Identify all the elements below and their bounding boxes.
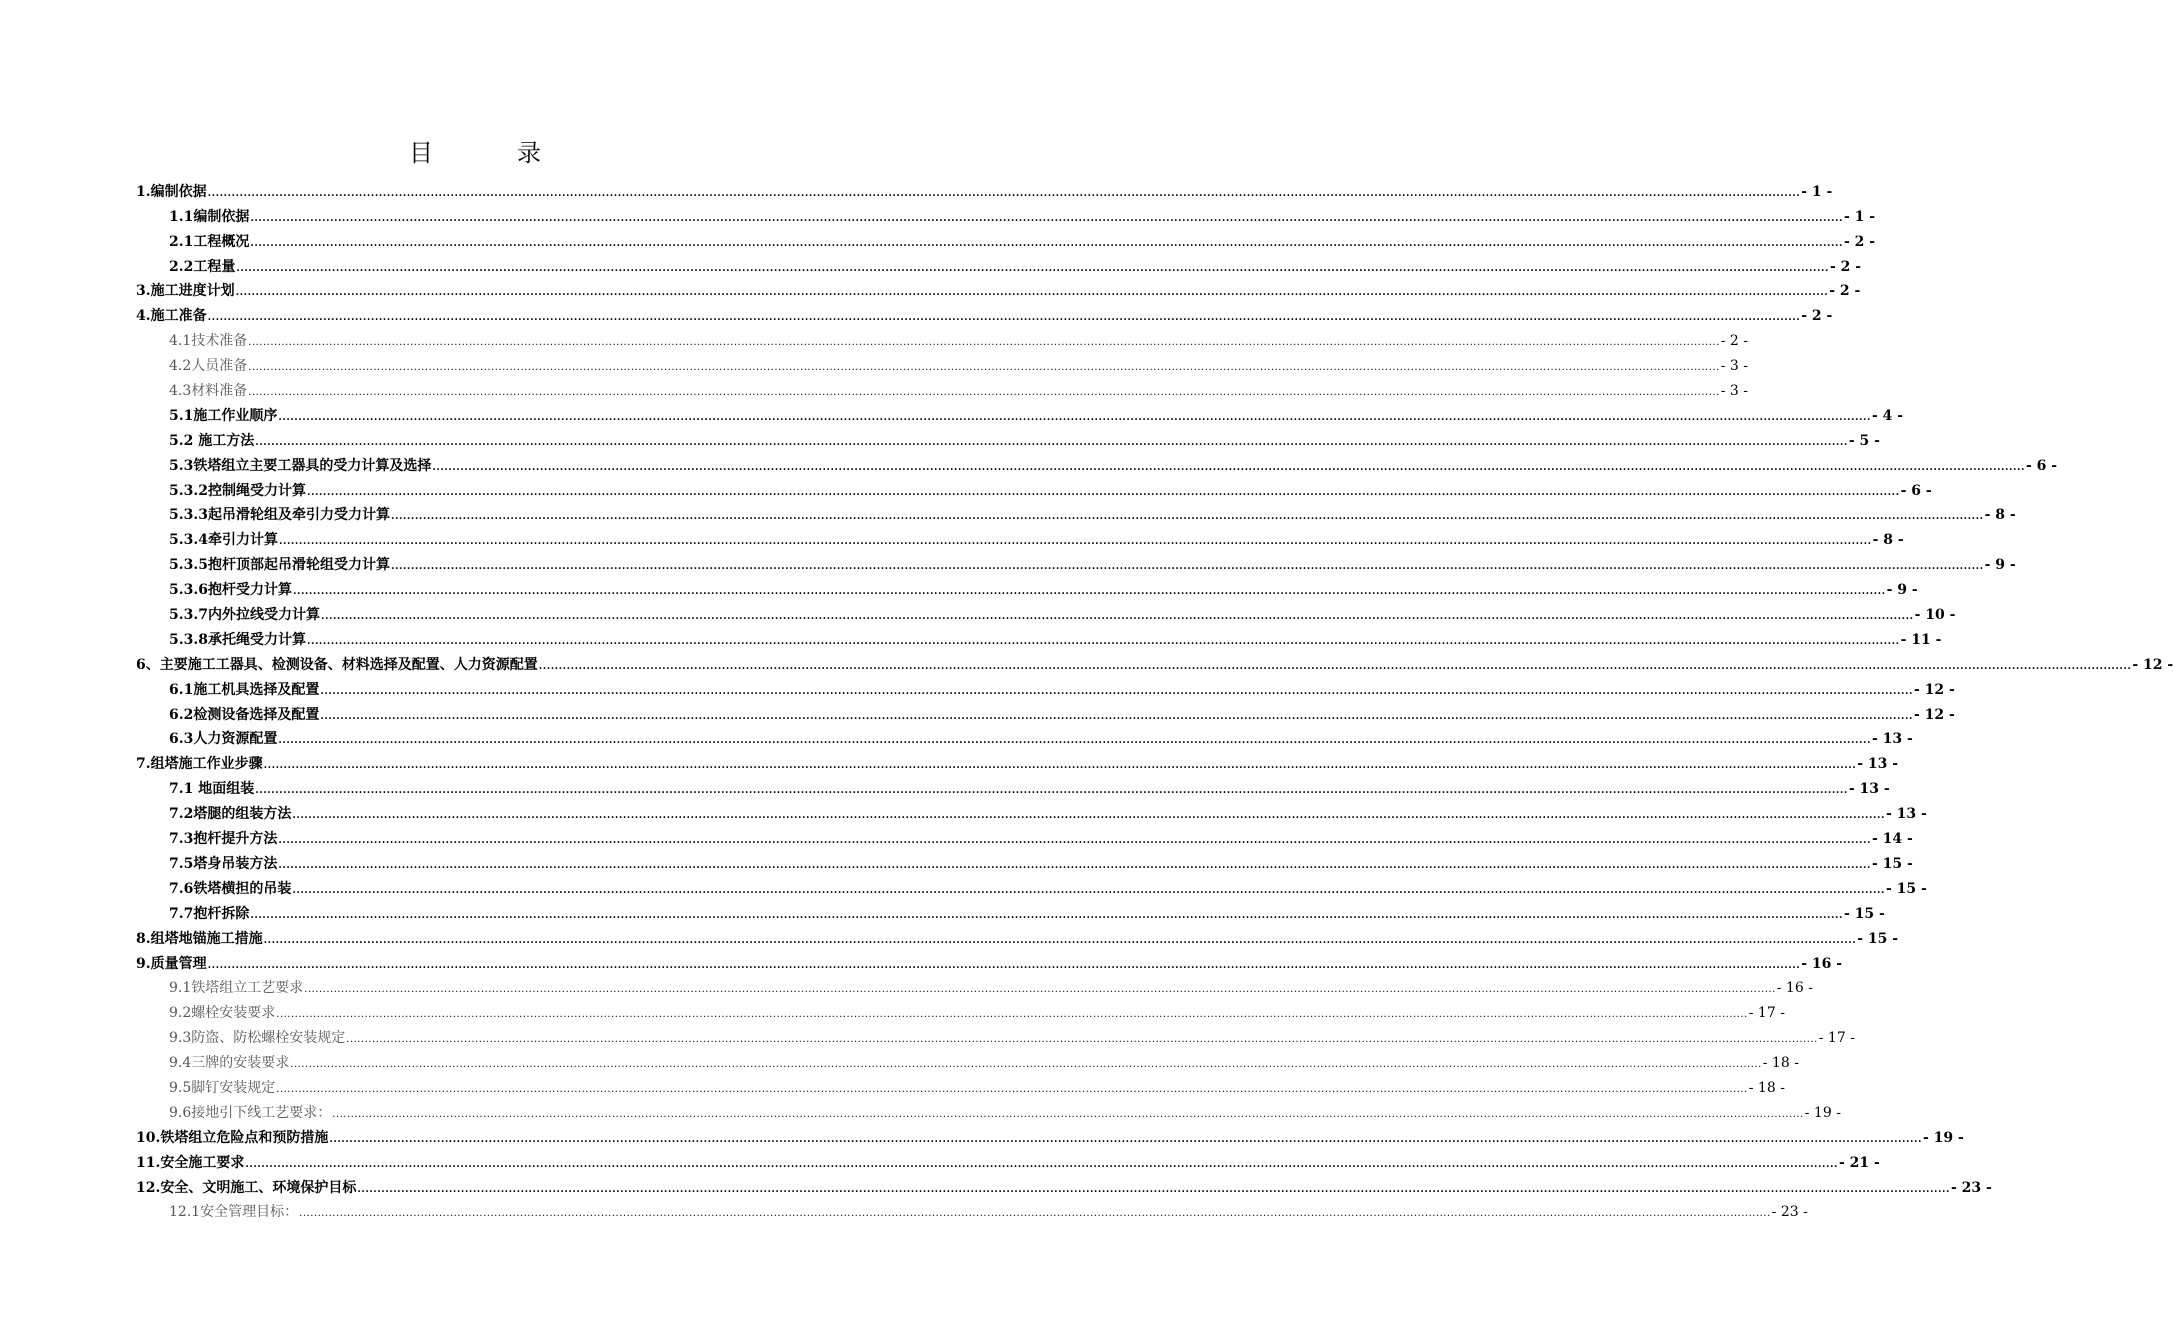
toc-dot-leader: ................................................................................................................................................................................................................................................................................................................................................................................................................ <box>306 486 1900 498</box>
toc-entry[interactable] <box>136 973 1813 998</box>
toc-entry[interactable] <box>136 798 1927 823</box>
toc-entry-label: 7.1 地面组装 <box>169 781 255 798</box>
toc-dot-leader: ................................................................................................................................................................................................................................................................................................................................................................................................................ <box>278 536 1872 548</box>
toc-dot-leader: ................................................................................................................................................................................................................................................................................................................................................................................................................ <box>236 262 1829 274</box>
toc-entry[interactable] <box>136 898 1885 923</box>
toc-entry-page-number: - 1 - <box>1801 183 1833 200</box>
toc-dot-leader: ................................................................................................................................................................................................................................................................................................................................................................................................................ <box>250 909 1843 921</box>
toc-entry-page-number: - 12 - <box>1913 706 1955 723</box>
toc-entry-page-number: - 4 - <box>1871 407 1904 424</box>
toc-entry-label: 7.3抱杆提升方法 <box>169 831 278 848</box>
toc-entry[interactable] <box>136 350 1749 375</box>
toc-entry-label: 6.2检测设备选择及配置 <box>169 706 320 723</box>
toc-entry[interactable] <box>136 475 1932 500</box>
toc-entry-label: 5.3.5抱杆顶部起吊滑轮组受力计算 <box>169 557 390 574</box>
toc-entry-label: 4.3材料准备 <box>169 383 248 400</box>
toc-entry-page-number: - 14 - <box>1871 831 1913 848</box>
toc-entry-page-number: - 13 - <box>1871 731 1913 748</box>
toc-entry-page-number: - 17 - <box>1748 1005 1785 1022</box>
toc-entry-page-number: - 15 - <box>1843 905 1885 922</box>
toc-entry-label: 5.3.2控制绳受力计算 <box>169 482 306 499</box>
toc-entry[interactable] <box>136 1122 1964 1147</box>
toc-entry-label: 7.6铁塔横担的吊装 <box>169 880 292 897</box>
toc-dot-leader: ................................................................................................................................................................................................................................................................................................................................................................................................................ <box>245 1158 1838 1170</box>
toc-entry-label: 9.3防盗、防松螺栓安装规定 <box>169 1030 346 1047</box>
toc-dot-leader: ................................................................................................................................................................................................................................................................................................................................................................................................................ <box>276 1083 1748 1095</box>
toc-entry-label: 4.施工准备 <box>136 308 207 325</box>
toc-dot-leader: ................................................................................................................................................................................................................................................................................................................................................................................................................ <box>278 835 1871 847</box>
toc-entry-page-number: - 12 - <box>1913 681 1955 698</box>
toc-entry-label: 12.安全、文明施工、环境保护目标 <box>136 1179 357 1196</box>
toc-entry[interactable] <box>136 400 1904 425</box>
toc-entry[interactable] <box>136 276 1861 301</box>
toc-dot-leader: ................................................................................................................................................................................................................................................................................................................................................................................................................ <box>250 212 1843 224</box>
toc-entry-label: 1.编制依据 <box>136 183 207 200</box>
toc-entry-page-number: - 15 - <box>1871 855 1913 872</box>
toc-entry[interactable] <box>136 674 1955 699</box>
toc-entry-page-number: - 2 - <box>1801 308 1833 325</box>
toc-entry-page-number: - 19 - <box>1804 1104 1841 1121</box>
toc-entry-page-number: - 16 - <box>1776 980 1813 997</box>
toc-entry[interactable] <box>136 1047 1799 1072</box>
toc-entry[interactable] <box>136 325 1749 350</box>
toc-entry-label: 9.4三牌的安装要求 <box>169 1055 290 1072</box>
toc-dot-leader: ................................................................................................................................................................................................................................................................................................................................................................................................................ <box>207 959 1801 971</box>
toc-entry[interactable] <box>136 574 1918 599</box>
toc-dot-leader: ................................................................................................................................................................................................................................................................................................................................................................................................................ <box>346 1034 1818 1046</box>
toc-dot-leader: ................................................................................................................................................................................................................................................................................................................................................................................................................ <box>332 1108 1804 1120</box>
toc-entry-label: 5.3.6抱杆受力计算 <box>169 582 292 599</box>
toc-dot-leader: ................................................................................................................................................................................................................................................................................................................................................................................................................ <box>299 1208 1771 1220</box>
toc-entry-page-number: - 2 - <box>1720 333 1749 350</box>
toc-entry-page-number: - 11 - <box>1900 631 1942 648</box>
toc-entry-page-number: - 23 - <box>1950 1179 1992 1196</box>
toc-entry[interactable] <box>136 201 1876 226</box>
toc-dot-leader: ................................................................................................................................................................................................................................................................................................................................................................................................................ <box>357 1183 1950 1195</box>
toc-entry[interactable] <box>136 823 1913 848</box>
toc-entry-label: 7.5塔身吊装方法 <box>169 855 278 872</box>
toc-entry-label: 9.1铁塔组立工艺要求 <box>169 980 304 997</box>
toc-entry-label: 9.5脚钉安装规定 <box>169 1079 276 1096</box>
toc-entry[interactable] <box>136 375 1749 400</box>
toc-entry-page-number: - 6 - <box>1900 482 1932 499</box>
toc-entry[interactable] <box>136 500 2016 525</box>
toc-entry[interactable] <box>136 724 1913 749</box>
table-of-contents <box>136 176 2173 1221</box>
toc-dot-leader: ................................................................................................................................................................................................................................................................................................................................................................................................................ <box>248 337 1720 349</box>
toc-dot-leader: ................................................................................................................................................................................................................................................................................................................................................................................................................ <box>306 635 1900 647</box>
toc-entry-page-number: - 2 - <box>1843 233 1876 250</box>
toc-dot-leader: ................................................................................................................................................................................................................................................................................................................................................................................................................ <box>235 287 1829 299</box>
toc-entry-label: 5.3.3起吊滑轮组及牵引力受力计算 <box>169 507 390 524</box>
toc-dot-leader: ................................................................................................................................................................................................................................................................................................................................................................................................................ <box>320 611 1914 623</box>
toc-entry-label: 7.7抱杆拆除 <box>169 905 250 922</box>
toc-dot-leader: ................................................................................................................................................................................................................................................................................................................................................................................................................ <box>304 984 1776 996</box>
toc-entry[interactable] <box>136 948 1843 973</box>
toc-entry-page-number: - 16 - <box>1801 955 1843 972</box>
toc-entry[interactable] <box>136 1097 1841 1122</box>
toc-dot-leader: ................................................................................................................................................................................................................................................................................................................................................................................................................ <box>320 685 1913 697</box>
toc-dot-leader: ................................................................................................................................................................................................................................................................................................................................................................................................................ <box>292 884 1885 896</box>
toc-entry-page-number: - 3 - <box>1720 383 1749 400</box>
toc-dot-leader: ................................................................................................................................................................................................................................................................................................................................................................................................................ <box>278 411 1871 423</box>
toc-entry-label: 7.2塔腿的组装方法 <box>169 806 292 823</box>
toc-entry-label: 6.1施工机具选择及配置 <box>169 681 320 698</box>
toc-entry-page-number: - 19 - <box>1922 1129 1964 1146</box>
toc-entry-label: 5.3铁塔组立主要工器具的受力计算及选择 <box>169 457 432 474</box>
toc-entry[interactable] <box>136 848 1913 873</box>
toc-entry-label: 1.1编制依据 <box>169 208 250 225</box>
toc-entry-page-number: - 23 - <box>1771 1204 1808 1221</box>
toc-entry-page-number: - 17 - <box>1818 1030 1855 1047</box>
toc-entry-page-number: - 12 - <box>2132 656 2173 673</box>
toc-dot-leader: ................................................................................................................................................................................................................................................................................................................................................................................................................ <box>278 735 1871 747</box>
toc-dot-leader: ................................................................................................................................................................................................................................................................................................................................................................................................................ <box>292 586 1886 598</box>
toc-entry[interactable] <box>136 549 2016 574</box>
toc-entry-page-number: - 13 - <box>1885 806 1927 823</box>
toc-entry[interactable] <box>136 873 1927 898</box>
toc-entry[interactable] <box>136 599 1956 624</box>
toc-entry[interactable] <box>136 1147 1880 1172</box>
toc-dot-leader: ................................................................................................................................................................................................................................................................................................................................................................................................................ <box>207 312 1801 324</box>
toc-dot-leader: ................................................................................................................................................................................................................................................................................................................................................................................................................ <box>276 1009 1748 1021</box>
toc-entry[interactable] <box>136 450 2058 475</box>
toc-entry-label: 2.2工程量 <box>169 258 236 275</box>
toc-entry-label: 8.组塔地锚施工措施 <box>136 930 263 947</box>
toc-entry-label: 12.1安全管理目标： <box>169 1204 299 1221</box>
toc-entry-label: 5.3.4牵引力计算 <box>169 532 278 549</box>
toc-entry-label: 10.铁塔组立危险点和预防措施 <box>136 1129 329 1146</box>
toc-title: 目 录 <box>409 139 571 167</box>
toc-entry[interactable] <box>136 699 1955 724</box>
toc-entry-page-number: - 8 - <box>1984 507 2016 524</box>
toc-entry[interactable] <box>136 923 1899 948</box>
toc-dot-leader: ................................................................................................................................................................................................................................................................................................................................................................................................................ <box>320 710 1913 722</box>
toc-entry-page-number: - 13 - <box>1848 781 1890 798</box>
toc-entry[interactable] <box>136 226 1876 251</box>
toc-dot-leader: ................................................................................................................................................................................................................................................................................................................................................................................................................ <box>263 934 1857 946</box>
toc-dot-leader: ................................................................................................................................................................................................................................................................................................................................................................................................................ <box>329 1133 1922 1145</box>
toc-dot-leader: ................................................................................................................................................................................................................................................................................................................................................................................................................ <box>248 362 1720 374</box>
toc-entry[interactable] <box>136 524 1904 549</box>
toc-entry-page-number: - 10 - <box>1914 607 1956 624</box>
toc-entry[interactable] <box>136 649 2173 674</box>
toc-dot-leader: ................................................................................................................................................................................................................................................................................................................................................................................................................ <box>278 859 1871 871</box>
toc-entry[interactable] <box>136 1172 1992 1197</box>
toc-entry-label: 9.2螺栓安装要求 <box>169 1005 276 1022</box>
toc-entry-page-number: - 2 - <box>1829 283 1861 300</box>
toc-entry-label: 9.6接地引下线工艺要求： <box>169 1104 332 1121</box>
toc-entry-label: 4.2人员准备 <box>169 358 248 375</box>
toc-entry-page-number: - 18 - <box>1748 1079 1785 1096</box>
toc-entry-label: 5.2 施工方法 <box>169 432 255 449</box>
toc-entry-label: 5.1施工作业顺序 <box>169 407 278 424</box>
toc-entry[interactable] <box>136 624 1942 649</box>
toc-entry-page-number: - 5 - <box>1848 432 1880 449</box>
toc-entry-label: 11.安全施工要求 <box>136 1154 245 1171</box>
toc-entry-page-number: - 6 - <box>2025 457 2058 474</box>
toc-dot-leader: ................................................................................................................................................................................................................................................................................................................................................................................................................ <box>292 810 1885 822</box>
toc-entry[interactable] <box>136 997 1785 1022</box>
toc-dot-leader: ................................................................................................................................................................................................................................................................................................................................................................................................................ <box>390 561 1984 573</box>
toc-dot-leader: ................................................................................................................................................................................................................................................................................................................................................................................................................ <box>255 785 1848 797</box>
toc-dot-leader: ................................................................................................................................................................................................................................................................................................................................................................................................................ <box>207 187 1801 199</box>
toc-entry[interactable] <box>136 251 1862 276</box>
toc-dot-leader: ................................................................................................................................................................................................................................................................................................................................................................................................................ <box>255 436 1848 448</box>
toc-entry-page-number: - 9 - <box>1984 557 2016 574</box>
toc-entry-label: 3.施工进度计划 <box>136 283 235 300</box>
toc-entry[interactable] <box>136 748 1899 773</box>
toc-entry-page-number: - 15 - <box>1857 930 1899 947</box>
toc-entry[interactable] <box>136 300 1833 325</box>
toc-entry-label: 5.3.8承托绳受力计算 <box>169 631 306 648</box>
toc-dot-leader: ................................................................................................................................................................................................................................................................................................................................................................................................................ <box>263 760 1857 772</box>
toc-entry-page-number: - 1 - <box>1843 208 1876 225</box>
toc-entry-page-number: - 9 - <box>1886 582 1918 599</box>
toc-entry[interactable] <box>136 176 1833 201</box>
toc-entry-label: 5.3.7内外拉线受力计算 <box>169 607 320 624</box>
toc-entry-label: 7.组塔施工作业步骤 <box>136 756 263 773</box>
toc-entry[interactable] <box>136 1197 1808 1222</box>
toc-entry[interactable] <box>136 425 1880 450</box>
toc-entry-page-number: - 15 - <box>1885 880 1927 897</box>
toc-dot-leader: ................................................................................................................................................................................................................................................................................................................................................................................................................ <box>538 660 2132 672</box>
toc-entry[interactable] <box>136 773 1890 798</box>
toc-entry[interactable] <box>136 1022 1855 1047</box>
toc-entry-page-number: - 3 - <box>1720 358 1749 375</box>
toc-dot-leader: ................................................................................................................................................................................................................................................................................................................................................................................................................ <box>432 461 2025 473</box>
toc-dot-leader: ................................................................................................................................................................................................................................................................................................................................................................................................................ <box>390 511 1984 523</box>
toc-dot-leader: ................................................................................................................................................................................................................................................................................................................................................................................................................ <box>248 387 1720 399</box>
toc-entry-label: 4.1技术准备 <box>169 333 248 350</box>
toc-entry-page-number: - 13 - <box>1857 756 1899 773</box>
toc-entry[interactable] <box>136 1072 1785 1097</box>
toc-dot-leader: ................................................................................................................................................................................................................................................................................................................................................................................................................ <box>250 237 1843 249</box>
toc-entry-label: 6.3人力资源配置 <box>169 731 278 748</box>
toc-entry-page-number: - 21 - <box>1838 1154 1880 1171</box>
toc-entry-label: 2.1工程概况 <box>169 233 250 250</box>
toc-entry-label: 6、主要施工工器具、检测设备、材料选择及配置、人力资源配置 <box>136 656 538 673</box>
toc-entry-page-number: - 18 - <box>1762 1055 1799 1072</box>
toc-entry-page-number: - 2 - <box>1829 258 1862 275</box>
toc-entry-page-number: - 8 - <box>1872 532 1904 549</box>
toc-entry-label: 9.质量管理 <box>136 955 207 972</box>
toc-dot-leader: ................................................................................................................................................................................................................................................................................................................................................................................................................ <box>290 1059 1762 1071</box>
